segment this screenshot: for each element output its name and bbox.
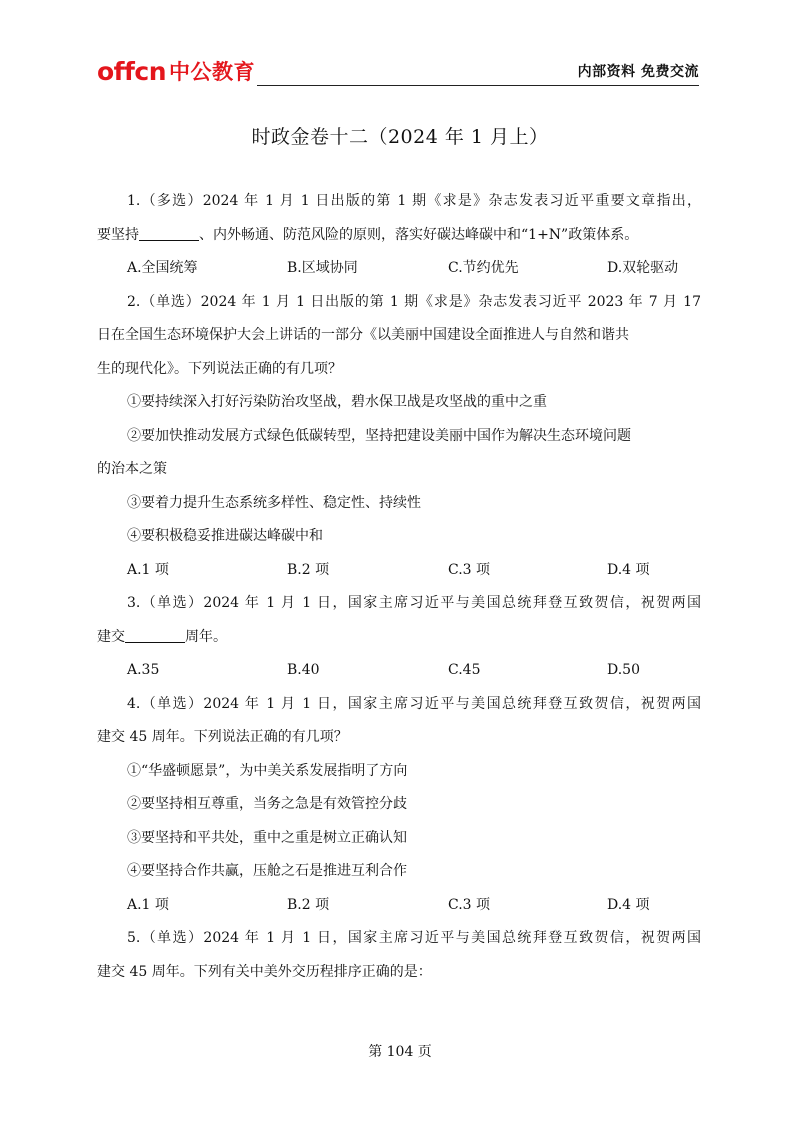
q4-option-d: D.4 项 bbox=[607, 896, 650, 913]
q3-blank bbox=[125, 628, 185, 643]
q4-statement-2: ②要坚持相互尊重，当务之急是有效管控分歧 bbox=[127, 796, 407, 812]
q2-option-a: A.1 项 bbox=[127, 561, 169, 578]
q2-option-d: D.4 项 bbox=[607, 561, 650, 578]
q4-statement-3: ③要坚持和平共处，重中之重是树立正确认知 bbox=[127, 829, 407, 846]
q1-option-c: C.节约优先 bbox=[448, 260, 519, 276]
page-number: 第 104 页 bbox=[368, 1044, 432, 1060]
q2-stem-line-2: 日在全国生态环境保护大会上讲话的一部分《以美丽中国建设全面推进人与自然和谐共 bbox=[97, 327, 629, 343]
q3-stem-line-1: 3.（单选）2024 年 1 月 1 日，国家主席习近平与美国总统拜登互致贺信，祝贺两国 bbox=[127, 595, 701, 611]
q2-option-c: C.3 项 bbox=[448, 561, 491, 578]
q3-stem-text-b: 周年。 bbox=[185, 628, 227, 645]
q2-statement-2a: ②要加快推动发展方式绿色低碳转型，坚持把建设美丽中国作为解决生态环境问题 bbox=[127, 427, 631, 444]
q2-options bbox=[97, 554, 701, 588]
offcn-logo bbox=[97, 58, 255, 86]
q4-statement-4: ④要坚持合作共赢，压舱之石是推进互利合作 bbox=[127, 863, 407, 879]
question-list bbox=[97, 185, 701, 989]
q1-blank bbox=[139, 226, 199, 241]
q4-option-c: C.3 项 bbox=[448, 896, 491, 913]
page-header bbox=[97, 58, 699, 86]
q5-stem-line-1: 5.（单选）2024 年 1 月 1 日，国家主席习近平与美国总统拜登互致贺信，祝贺两国 bbox=[127, 930, 701, 946]
q2-statement-2b: 的治本之策 bbox=[97, 461, 167, 477]
header-divider bbox=[257, 85, 699, 86]
q3-option-a: A.35 bbox=[127, 662, 160, 678]
q3-stem-text-a: 建交 bbox=[97, 628, 125, 645]
q1-stem-line-1: 1.（多选）2024 年 1 月 1 日出版的第 1 期《求是》杂志发表习近平重要文章指出， bbox=[127, 193, 701, 209]
q2-stem-line-1: 2.（单选）2024 年 1 月 1 日出版的第 1 期《求是》杂志发表习近平 2023 年 7 月 17 bbox=[127, 293, 701, 310]
q2-statement-3: ③要着力提升生态系统多样性、稳定性、持续性 bbox=[127, 494, 421, 511]
logo-en-text: offcn bbox=[97, 57, 167, 86]
q3-stem-line-2 bbox=[97, 621, 701, 655]
q1-options bbox=[97, 252, 701, 286]
q4-option-b: B.2 项 bbox=[287, 896, 330, 913]
page-title: 时政金卷十二（2024 年 1 月上） bbox=[251, 126, 549, 148]
q2-option-b: B.2 项 bbox=[287, 561, 330, 578]
q2-statement-1: ①要持续深入打好污染防治攻坚战，碧水保卫战是攻坚战的重中之重 bbox=[127, 394, 547, 410]
q4-options bbox=[97, 889, 701, 923]
q3-option-c: C.45 bbox=[448, 662, 481, 678]
q1-option-a: A.全国统筹 bbox=[127, 260, 198, 276]
header-note: 内部资料 免费交流 bbox=[577, 64, 699, 80]
q1-stem-text-b: 、内外畅通、防范风险的原则，落实好碳达峰碳中和“1+N”政策体系。 bbox=[199, 226, 639, 243]
q4-stem-line-2: 建交 45 周年。下列说法正确的有几项？ bbox=[97, 729, 348, 745]
q3-option-d: D.50 bbox=[607, 662, 640, 678]
q4-stem-line-1: 4.（单选）2024 年 1 月 1 日，国家主席习近平与美国总统拜登互致贺信，祝贺两国 bbox=[127, 695, 701, 712]
q2-statement-4: ④要积极稳妥推进碳达峰碳中和 bbox=[127, 528, 323, 544]
q5-stem-line-2: 建交 45 周年。下列有关中美外交历程排序正确的是： bbox=[97, 963, 432, 980]
q1-option-b: B.区域协同 bbox=[287, 260, 358, 276]
q2-stem-line-3: 生的现代化》。下列说法正确的有几项？ bbox=[97, 360, 342, 377]
q1-option-d: D.双轮驱动 bbox=[607, 260, 679, 276]
q1-stem-line-2 bbox=[97, 219, 701, 253]
q4-option-a: A.1 项 bbox=[127, 896, 169, 913]
q3-options bbox=[97, 654, 701, 688]
q4-statement-1: ①“华盛顿愿景”，为中美关系发展指明了方向 bbox=[127, 762, 408, 779]
logo-cn-text: 中公教育 bbox=[169, 60, 256, 84]
q1-stem-text-a: 要坚持 bbox=[97, 226, 139, 243]
q3-option-b: B.40 bbox=[287, 662, 320, 678]
